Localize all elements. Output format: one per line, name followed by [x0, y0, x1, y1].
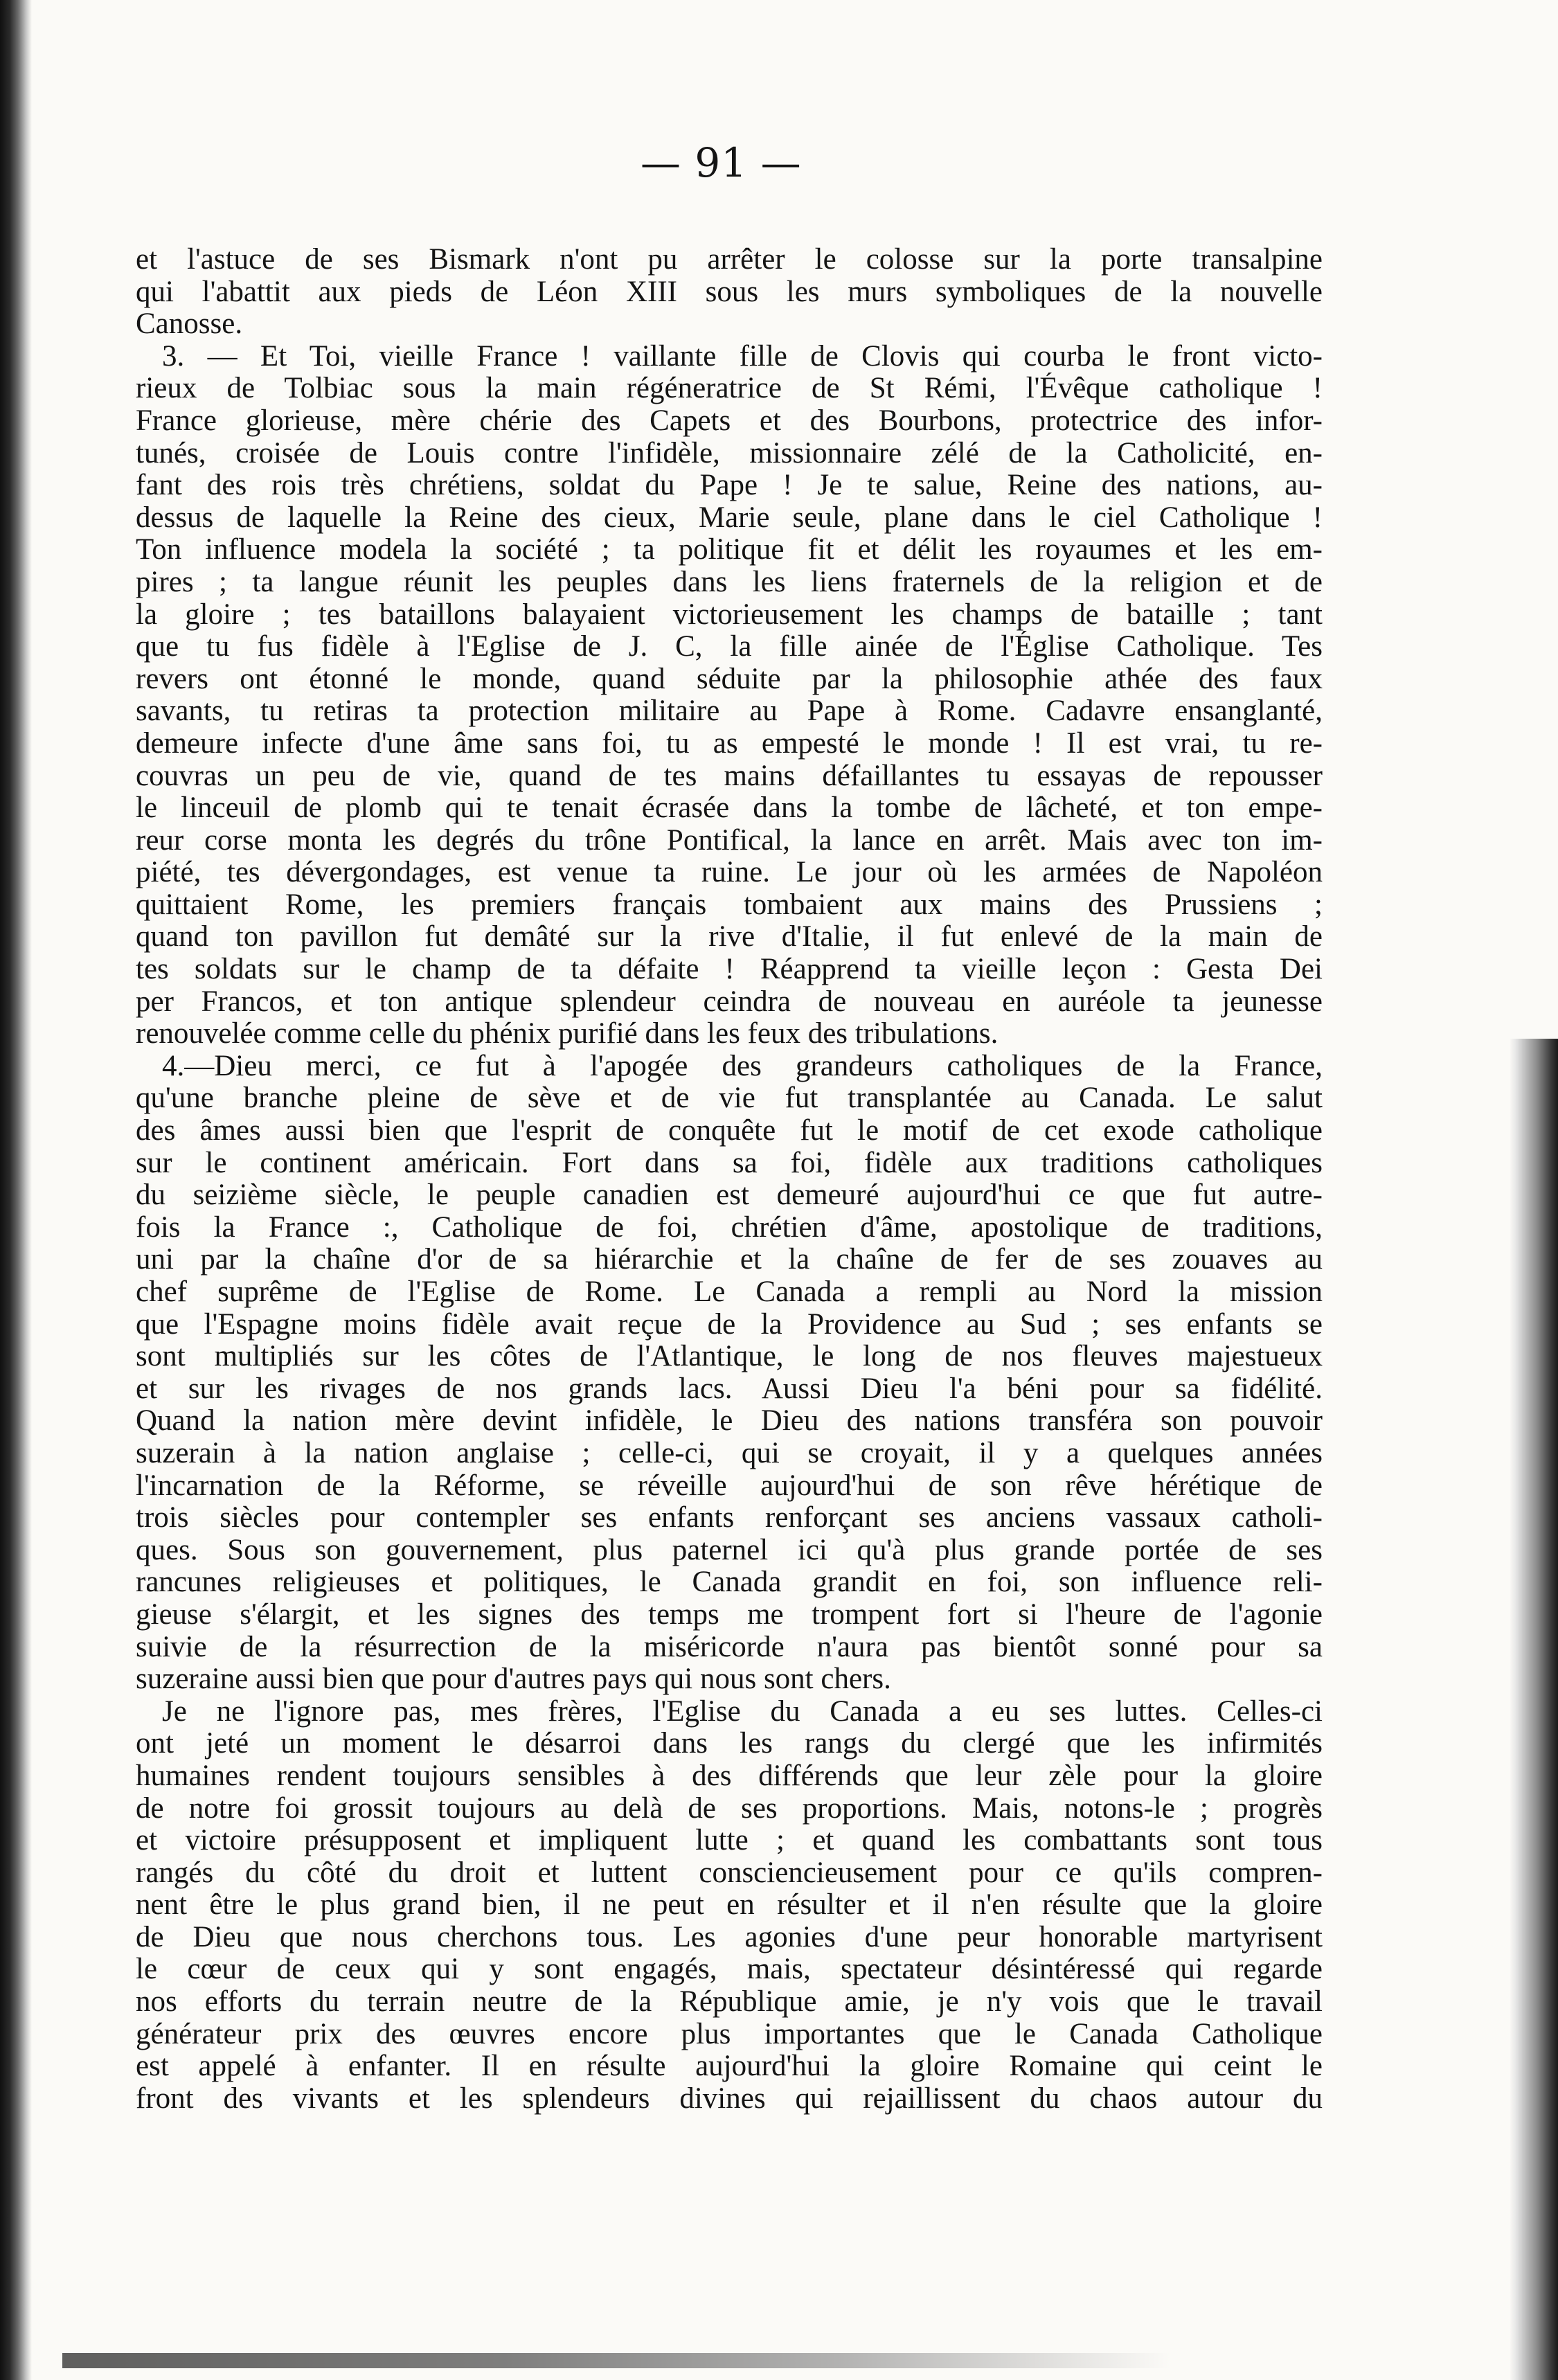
text-line: Canosse. — [136, 308, 243, 341]
text-line: tunés, croisée de Louis contre l'infidèle, missionnaire zélé de la Catholicité, en- — [136, 437, 1323, 469]
text-line: gieuse s'élargit, et les signes des temps me trompent fort si l'heure de l'agonie — [136, 1598, 1323, 1631]
text-line: de notre foi grossit toujours au delà de ses proportions. Mais, notons-le ; progrès — [136, 1792, 1323, 1825]
text-line: ques. Sous son gouvernement, plus paternel ici qu'à plus grande portée de ses — [136, 1534, 1323, 1566]
text-line: Ton influence modela la société ; ta politique fit et délit les royaumes et les em- — [136, 534, 1323, 566]
text-line: per Francos, et ton antique splendeur ceindra de nouveau en auréole ta jeunesse — [136, 985, 1323, 1018]
text-line: rancunes religieuses et politiques, le Canada grandit en foi, son influence reli- — [136, 1566, 1323, 1599]
text-line: France glorieuse, mère chérie des Capets et des Bourbons, protectrice des infor- — [136, 404, 1323, 437]
text-line: humaines rendent toujours sensibles à des différends que leur zèle pour la gloire — [136, 1760, 1323, 1792]
text-line: dessus de laquelle la Reine des cieux, Marie seule, plane dans le ciel Catholique ! — [136, 501, 1323, 534]
text-line: renouvelée comme celle du phénix purifié dans les feux des tribulations. — [136, 1018, 999, 1050]
text-line: et victoire présupposent et impliquent lutte ; et quand les combattants sont tous — [136, 1825, 1323, 1857]
text-line: que tu fus fidèle à l'Eglise de J. C, la fille ainée de l'Église Catholique. Tes — [136, 631, 1323, 663]
text-line: du seizième siècle, le peuple canadien est demeuré aujourd'hui ce que fut autre- — [136, 1179, 1323, 1212]
text-line: rieux de Tolbiac sous la main régéneratrice de St Rémi, l'Évêque catholique ! — [136, 373, 1323, 405]
scan-shadow-bottom — [62, 2353, 1170, 2368]
text-line: est appelé à enfanter. Il en résulte aujourd'hui la gloire Romaine qui ceint le — [136, 2050, 1323, 2083]
scan-shadow-right — [1510, 1039, 1558, 2380]
text-line: front des vivants et les splendeurs divines qui rejaillissent du chaos autour du — [136, 2082, 1323, 2115]
text-line: et sur les rivages de nos grands lacs. Aussi Dieu l'a béni pour sa fidélité. — [136, 1372, 1323, 1405]
text-line: ont jeté un moment le désarroi dans les rangs du clergé que les infirmités — [136, 1728, 1323, 1760]
text-line: 3. — Et Toi, vieille France ! vaillante fille de Clovis qui courba le front victo- — [162, 340, 1323, 373]
text-line: couvras un peu de vie, quand de tes mains défaillantes tu essayas de repousser — [136, 760, 1323, 792]
text-line: tes soldats sur le champ de ta défaite ! Réapprend ta vieille leçon : Gesta Dei — [136, 954, 1323, 986]
text-line: Je ne l'ignore pas, mes frères, l'Eglise du Canada a eu ses luttes. Celles-ci — [162, 1695, 1323, 1728]
text-line: chef suprême de l'Eglise de Rome. Le Canada a rempli au Nord la mission — [136, 1276, 1323, 1308]
text-line: qu'une branche pleine de sève et de vie fut transplantée au Canada. Le salut — [136, 1082, 1323, 1115]
text-line: l'incarnation de la Réforme, se réveille aujourd'hui de son rêve hérétique de — [136, 1469, 1323, 1502]
text-line: de Dieu que nous cherchons tous. Les agonies d'une peur honorable martyrisent — [136, 1921, 1323, 1953]
text-line: suzerain à la nation anglaise ; celle-ci, qui se croyait, il y a quelques années — [136, 1437, 1323, 1469]
text-line: sur le continent américain. Fort dans sa foi, fidèle aux traditions catholiques — [136, 1147, 1323, 1179]
text-line: pires ; ta langue réunit les peuples dans les liens fraternels de la religion et de — [136, 566, 1323, 598]
text-line: quand ton pavillon fut demâté sur la rive d'Italie, il fut enlevé de la main de — [136, 921, 1323, 954]
text-line: suzeraine aussi bien que pour d'autres pays qui nous sont chers. — [136, 1663, 891, 1696]
text-line: demeure infecte d'une âme sans foi, tu as empesté le monde ! Il est vrai, tu re- — [136, 727, 1323, 760]
text-line: piété, tes dévergondages, est venue ta ruine. Le jour où les armées de Napoléon — [136, 857, 1323, 889]
text-line: uni par la chaîne d'or de sa hiérarchie et la chaîne de fer de ses zouaves au — [136, 1244, 1323, 1276]
text-line: le linceuil de plomb qui te tenait écrasée dans la tombe de lâcheté, et ton empe- — [136, 792, 1323, 825]
text-line: nent être le plus grand bien, il ne peut en résulter et il n'en résulte que la gloire — [136, 1889, 1323, 1922]
text-line: reur corse monta les degrés du trône Pontifical, la lance en arrêt. Mais avec ton im- — [136, 824, 1323, 857]
scan-shadow-left — [0, 0, 32, 2380]
text-line: nos efforts du terrain neutre de la République amie, je n'y vois que le travail — [136, 1986, 1323, 2019]
text-line: Quand la nation mère devint infidèle, le Dieu des nations transféra son pouvoir — [136, 1405, 1323, 1438]
text-line: et l'astuce de ses Bismark n'ont pu arrêter le colosse sur la porte transalpine — [136, 244, 1323, 276]
text-line: sont multipliés sur les côtes de l'Atlantique, le long de nos fleuves majestueux — [136, 1341, 1323, 1373]
text-line: rangés du côté du droit et luttent consciencieusement pour ce qu'ils compren- — [136, 1856, 1323, 1889]
text-line: fois la France :, Catholique de foi, chrétien d'âme, apostolique de traditions, — [136, 1211, 1323, 1244]
text-line: revers ont étonné le monde, quand séduite par la philosophie athée des faux — [136, 663, 1323, 695]
body-text — [136, 244, 1323, 2115]
text-line: la gloire ; tes bataillons balayaient victorieusement les champs de bataille ; tant — [136, 598, 1323, 631]
text-line: 4.—Dieu merci, ce fut à l'apogée des grandeurs catholiques de la France, — [162, 1050, 1323, 1082]
page-number: — 91 — — [641, 139, 802, 186]
text-line: suivie de la résurrection de la miséricorde n'aura pas bientôt sonné pour sa — [136, 1631, 1323, 1663]
text-line: qui l'abattit aux pieds de Léon XIII sous les murs symboliques de la nouvelle — [136, 276, 1323, 308]
text-line: savants, tu retiras ta protection militaire au Pape à Rome. Cadavre ensanglanté, — [136, 695, 1323, 728]
text-line: générateur prix des œuvres encore plus importantes que le Canada Catholique — [136, 2018, 1323, 2050]
text-line: quittaient Rome, les premiers français tombaient aux mains des Prussiens ; — [136, 888, 1323, 921]
text-line: trois siècles pour contempler ses enfants renforçant ses anciens vassaux catholi- — [136, 1502, 1323, 1535]
text-line: fant des rois très chrétiens, soldat du Pape ! Je te salue, Reine des nations, au- — [136, 469, 1323, 502]
text-line: que l'Espagne moins fidèle avait reçue de la Providence au Sud ; ses enfants se — [136, 1308, 1323, 1341]
text-line: des âmes aussi bien que l'esprit de conquête fut le motif de cet exode catholique — [136, 1115, 1323, 1147]
text-line: le cœur de ceux qui y sont engagés, mais, spectateur désintéressé qui regarde — [136, 1953, 1323, 1986]
